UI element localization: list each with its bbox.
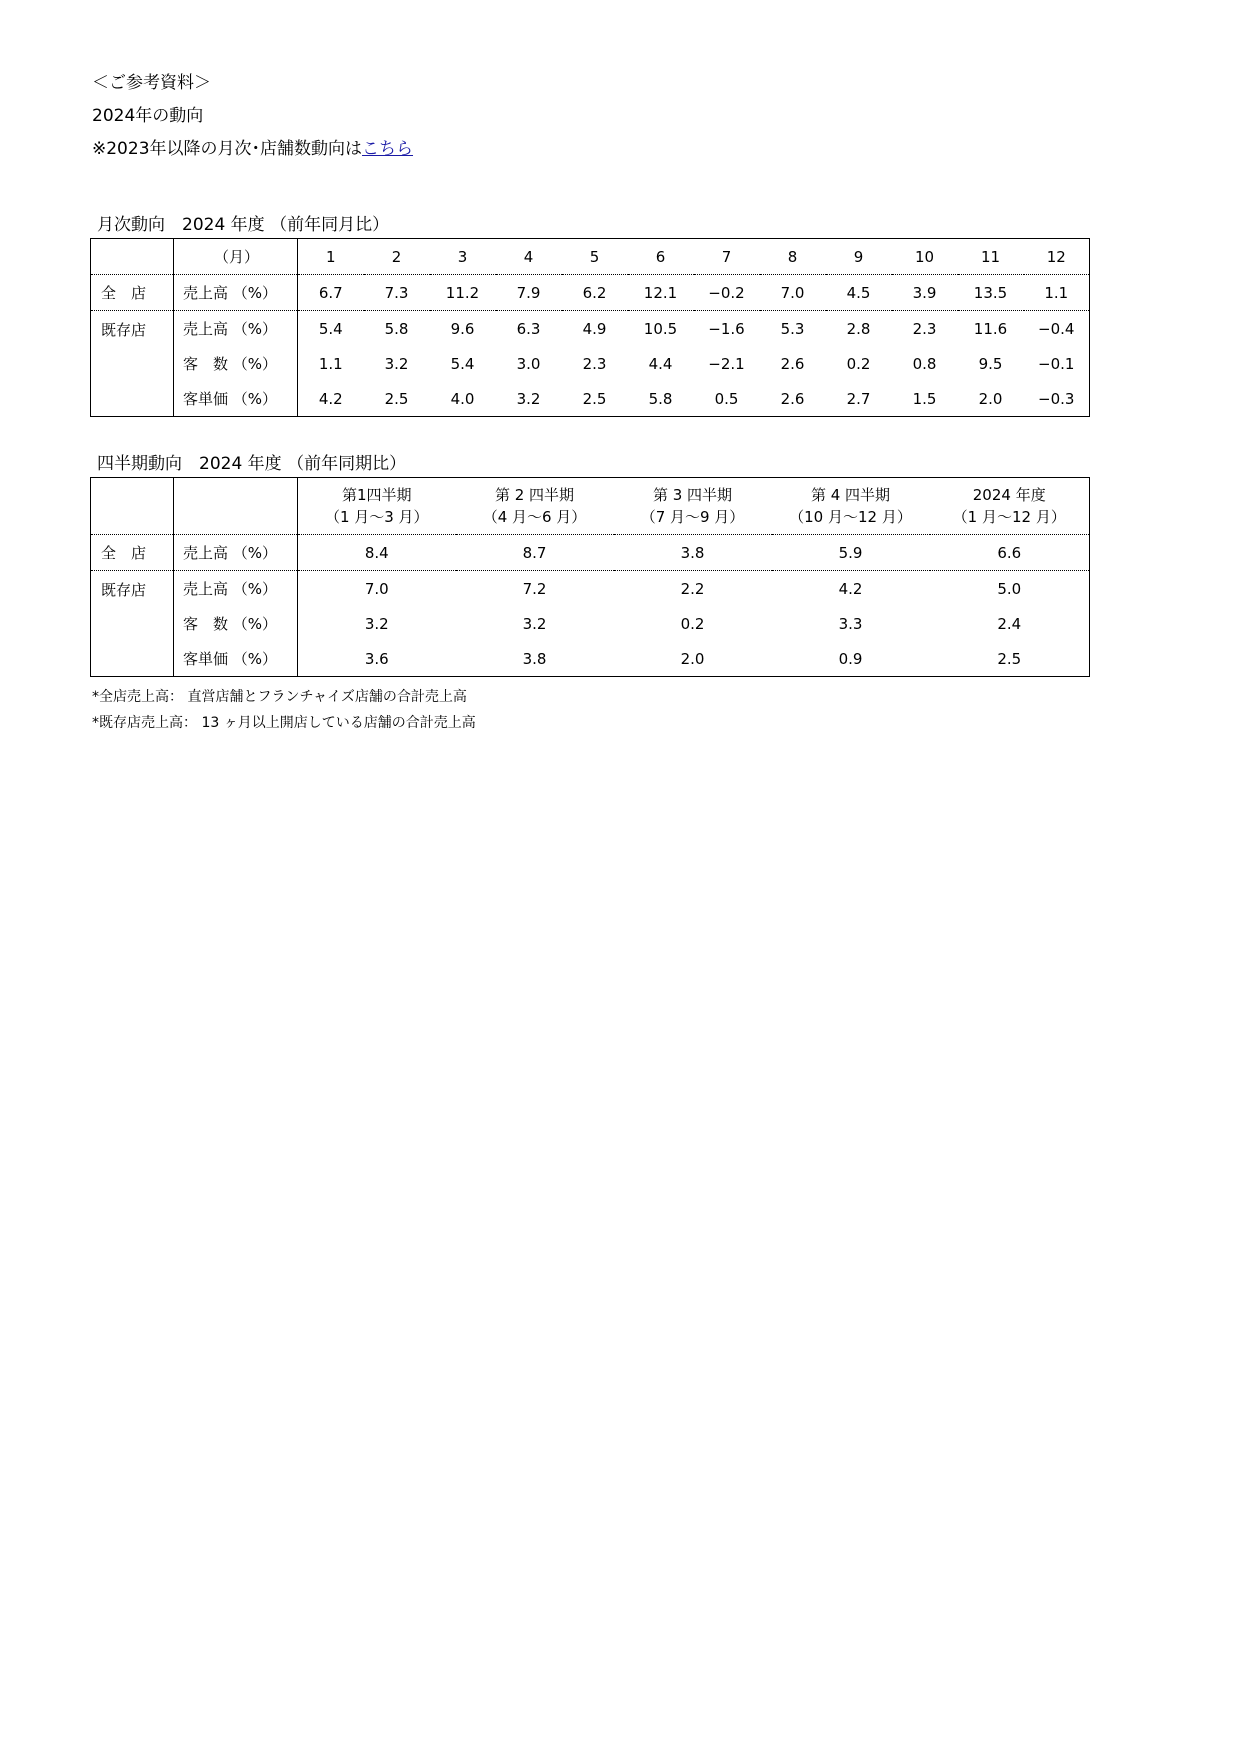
value-cell: 5.3 xyxy=(780,319,805,338)
value-cell: −0.3 xyxy=(1038,389,1075,408)
value-cell: 3.2 xyxy=(522,614,547,633)
month-header-cell: 9 xyxy=(826,239,892,275)
metric-label: 客 数 （%） xyxy=(174,346,298,381)
value-cell: 2.8 xyxy=(846,319,871,338)
value-cell: 4.2 xyxy=(318,389,343,408)
value-cell: −0.2 xyxy=(694,275,760,311)
monthly-trend-note xyxy=(92,138,413,160)
quarter-header-range: （1 月～12 月） xyxy=(952,508,1066,526)
month-header-cell: 2 xyxy=(364,239,430,275)
quarter-header-range: （10 月～12 月） xyxy=(789,508,912,526)
all-store-label: 全 店 xyxy=(91,275,174,311)
value-cell: 7.3 xyxy=(364,275,430,311)
quarter-header-title: 第 2 四半期 xyxy=(494,486,575,504)
value-cell: 0.9 xyxy=(838,649,863,668)
quarter-header-range: （7 月～9 月） xyxy=(640,508,745,526)
month-header-cell: 4 xyxy=(496,239,562,275)
monthly-trend-note-text: ※2023年以降の月次･店舗数動向は xyxy=(92,139,363,159)
value-cell: 3.2 xyxy=(364,614,389,633)
value-cell: −1.6 xyxy=(708,319,745,338)
value-cell: 9.5 xyxy=(978,354,1003,373)
value-cell: 2.2 xyxy=(680,579,705,598)
value-cell: 6.6 xyxy=(930,535,1090,571)
month-header-cell: 1 xyxy=(298,239,364,275)
value-cell: 1.1 xyxy=(1024,275,1090,311)
quarterly-table-title: 四半期動向 2024 年度 （前年同期比） xyxy=(97,454,407,474)
value-cell: 7.0 xyxy=(364,579,389,598)
value-cell: 2.7 xyxy=(846,389,871,408)
value-cell: 5.4 xyxy=(318,319,343,338)
month-header-cell: 5 xyxy=(562,239,628,275)
value-cell: 3.2 xyxy=(384,354,409,373)
value-cell: 2.4 xyxy=(997,614,1022,633)
value-cell: 1.5 xyxy=(912,389,937,408)
metric-label: 客単価 （%） xyxy=(174,381,298,417)
metric-label: 売上高 （%） xyxy=(174,311,298,347)
quarter-header-range: （1 月～3 月） xyxy=(324,508,429,526)
value-cell: 6.3 xyxy=(516,319,541,338)
value-cell: 7.0 xyxy=(760,275,826,311)
value-cell: 6.2 xyxy=(562,275,628,311)
year-trend-heading: 2024年の動向 xyxy=(92,106,204,126)
metric-label: 売上高 （%） xyxy=(174,275,298,311)
monthly-trend-link[interactable]: こちら xyxy=(362,139,414,159)
quarterly-all-store-row xyxy=(91,535,1090,571)
value-cell: −0.4 xyxy=(1038,319,1075,338)
value-cell: 2.5 xyxy=(997,649,1022,668)
value-cell: 5.4 xyxy=(450,354,475,373)
value-cell: 3.2 xyxy=(516,389,541,408)
metric-label: 売上高 （%） xyxy=(174,535,298,571)
monthly-existing-row xyxy=(91,311,1090,347)
value-cell: 8.4 xyxy=(298,535,456,571)
value-cell: 2.5 xyxy=(582,389,607,408)
value-cell: −2.1 xyxy=(708,354,745,373)
all-store-label: 全 店 xyxy=(91,535,174,571)
month-header-cell: 11 xyxy=(958,239,1024,275)
existing-store-label: 既存店 xyxy=(91,571,174,677)
quarter-header-cell xyxy=(298,478,456,535)
quarter-header-title: 第 4 四半期 xyxy=(810,486,891,504)
value-cell: 4.9 xyxy=(582,319,607,338)
value-cell: 2.6 xyxy=(780,389,805,408)
value-cell: 2.0 xyxy=(978,389,1003,408)
value-cell: 7.9 xyxy=(496,275,562,311)
monthly-all-store-row xyxy=(91,275,1090,311)
quarter-header-cell xyxy=(772,478,930,535)
value-cell: 2.6 xyxy=(780,354,805,373)
month-header-cell: 6 xyxy=(628,239,694,275)
value-cell: 4.0 xyxy=(450,389,475,408)
quarter-header-title: 第 3 四半期 xyxy=(652,486,733,504)
value-cell: −0.1 xyxy=(1038,354,1075,373)
value-cell: 2.0 xyxy=(680,649,705,668)
monthly-table xyxy=(90,238,1090,417)
value-cell: 2.5 xyxy=(384,389,409,408)
value-cell: 3.6 xyxy=(364,649,389,668)
footnote-all-store: *全店売上高： 直営店舗とフランチャイズ店舗の合計売上高 xyxy=(92,689,467,705)
value-cell: 4.2 xyxy=(838,579,863,598)
value-cell: 3.9 xyxy=(892,275,958,311)
month-unit-label: （月） xyxy=(174,239,298,275)
quarter-header-cell xyxy=(614,478,772,535)
value-cell: 12.1 xyxy=(628,275,694,311)
value-cell: 5.9 xyxy=(772,535,930,571)
metric-label: 客単価 （%） xyxy=(174,641,298,677)
quarter-header-title: 第1四半期 xyxy=(341,486,412,504)
month-header-cell: 8 xyxy=(760,239,826,275)
quarterly-table xyxy=(90,477,1090,677)
value-cell: 3.8 xyxy=(522,649,547,668)
value-cell: 8.7 xyxy=(456,535,614,571)
monthly-header-row xyxy=(91,239,1090,275)
quarter-header-range: （4 月～6 月） xyxy=(482,508,587,526)
value-cell: 2.3 xyxy=(912,319,937,338)
quarterly-existing-row xyxy=(91,606,1090,641)
month-header-cell: 7 xyxy=(694,239,760,275)
value-cell: 3.3 xyxy=(838,614,863,633)
monthly-table-title: 月次動向 2024 年度 （前年同月比） xyxy=(97,215,390,235)
value-cell: 5.8 xyxy=(384,319,409,338)
metric-label: 客 数 （%） xyxy=(174,606,298,641)
quarter-header-cell xyxy=(456,478,614,535)
quarter-header-cell xyxy=(930,478,1090,535)
value-cell: 3.0 xyxy=(516,354,541,373)
quarterly-header-row xyxy=(91,478,1090,535)
value-cell: 2.3 xyxy=(582,354,607,373)
quarterly-existing-row xyxy=(91,641,1090,677)
quarterly-existing-row xyxy=(91,571,1090,607)
value-cell: 11.2 xyxy=(430,275,496,311)
value-cell: 11.6 xyxy=(973,319,1008,338)
value-cell: 6.7 xyxy=(298,275,364,311)
value-cell: 5.8 xyxy=(648,389,673,408)
month-header-cell: 12 xyxy=(1024,239,1090,275)
value-cell: 7.2 xyxy=(522,579,547,598)
reference-heading: ＜ご参考資料＞ xyxy=(92,73,211,93)
month-header-cell: 10 xyxy=(892,239,958,275)
value-cell: 0.2 xyxy=(846,354,871,373)
value-cell: 10.5 xyxy=(643,319,678,338)
value-cell: 0.8 xyxy=(912,354,937,373)
value-cell: 1.1 xyxy=(318,354,343,373)
existing-store-label: 既存店 xyxy=(91,311,174,417)
quarter-header-title: 2024 年度 xyxy=(972,486,1046,504)
value-cell: 5.0 xyxy=(997,579,1022,598)
month-header-cell: 3 xyxy=(430,239,496,275)
value-cell: 4.4 xyxy=(648,354,673,373)
monthly-existing-row xyxy=(91,346,1090,381)
monthly-existing-row xyxy=(91,381,1090,417)
value-cell: 3.8 xyxy=(614,535,772,571)
value-cell: 9.6 xyxy=(450,319,475,338)
value-cell: 4.5 xyxy=(826,275,892,311)
metric-label: 売上高 （%） xyxy=(174,571,298,607)
footnote-existing-store: *既存店売上高： 13 ヶ月以上開店している店舗の合計売上高 xyxy=(92,715,476,731)
value-cell: 0.2 xyxy=(680,614,705,633)
value-cell: 13.5 xyxy=(958,275,1024,311)
value-cell: 0.5 xyxy=(714,389,739,408)
